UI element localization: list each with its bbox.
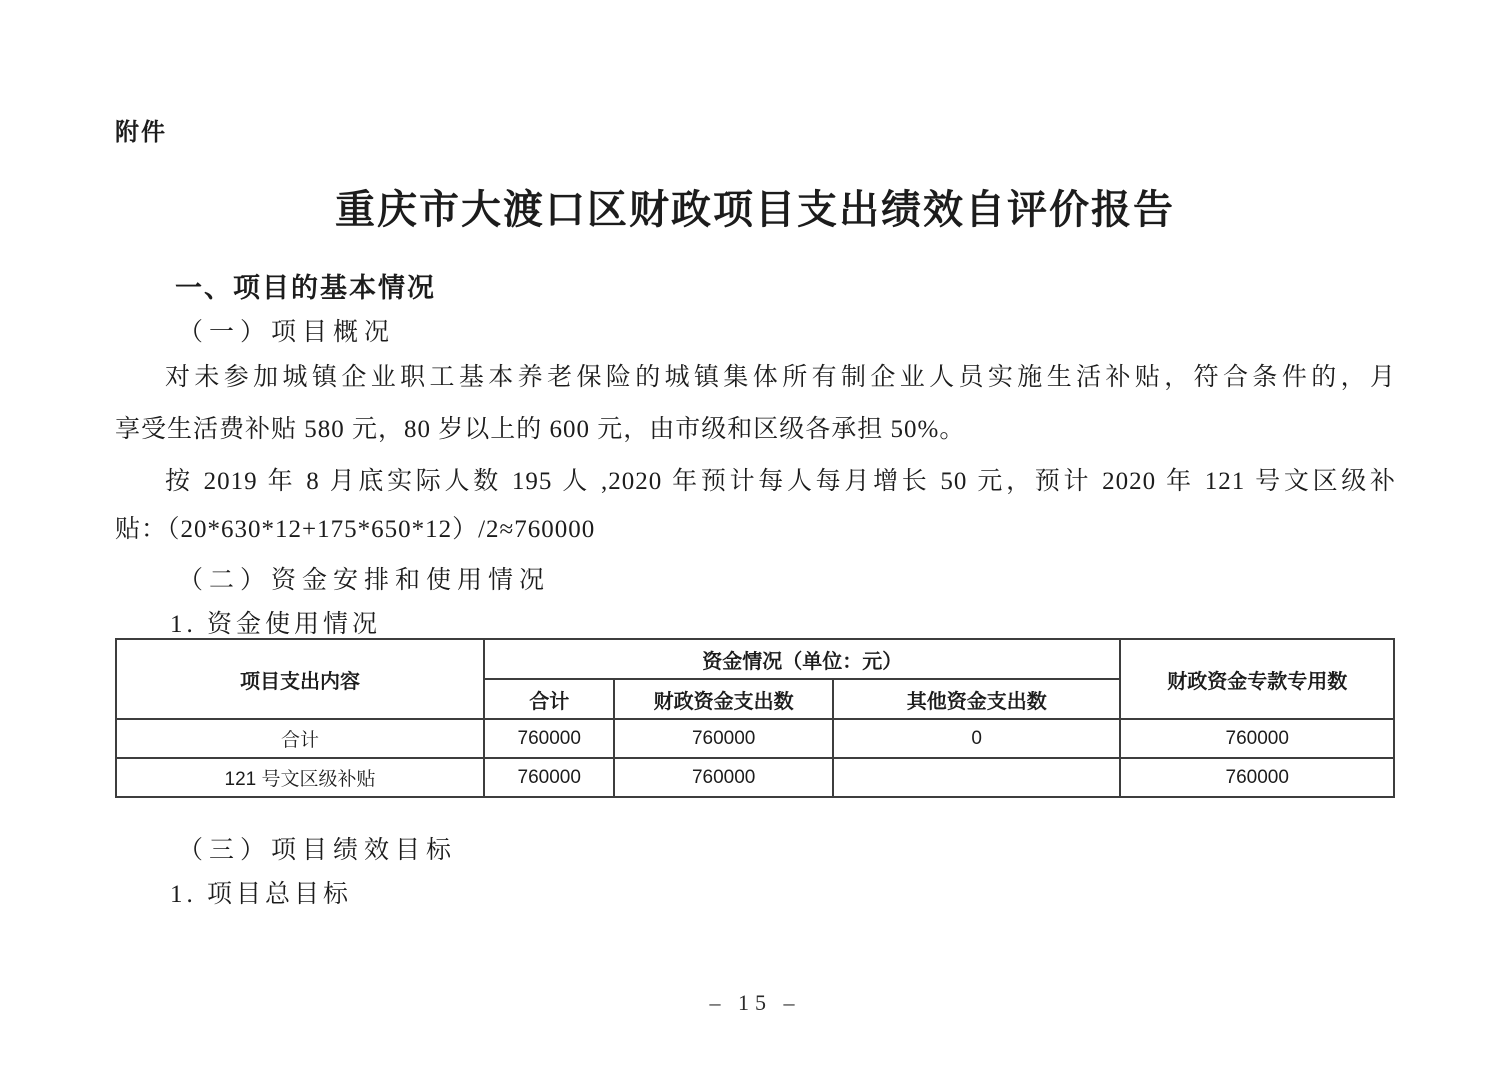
attachment-label: 附件 — [115, 119, 167, 146]
table-row — [116, 758, 1394, 797]
subsection-heading-project-overview: （一）项目概况 — [178, 319, 396, 346]
paragraph-2-line-2: 贴：（20*630*12+175*650*12）/2≈760000 — [115, 516, 596, 543]
document-title: 重庆市大渡口区财政项目支出绩效自评价报告 — [335, 187, 1175, 232]
numbered-heading-fund-usage: 1. 资金使用情况 — [170, 611, 382, 638]
cell-total: 760000 — [484, 719, 614, 758]
cell-other — [833, 758, 1121, 797]
table-header-row-1 — [116, 639, 1394, 679]
fund-usage-table — [115, 638, 1395, 798]
cell-special: 760000 — [1120, 719, 1394, 758]
header-special-use: 财政资金专款专用数 — [1120, 639, 1394, 719]
subsection-heading-performance-goals: （三）项目绩效目标 — [178, 837, 458, 864]
cell-content: 合计 — [116, 719, 484, 758]
header-funds-group: 资金情况（单位：元） — [484, 639, 1120, 679]
subsection-heading-fund-arrangement: （二）资金安排和使用情况 — [178, 567, 551, 594]
paragraph-1-line-2: 享受生活费补贴 580 元，80 岁以上的 600 元，由市级和区级各承担 50%。 — [115, 416, 966, 443]
cell-content: 121 号文区级补贴 — [116, 758, 484, 797]
paragraph-1-line-1: 对未参加城镇企业职工基本养老保险的城镇集体所有制企业人员实施生活补贴，符合条件的，月 — [165, 364, 1396, 391]
page-number: – 15 – — [709, 990, 801, 1015]
cell-other: 0 — [833, 719, 1121, 758]
cell-fiscal: 760000 — [614, 719, 833, 758]
header-fiscal-expense: 财政资金支出数 — [614, 679, 833, 719]
header-other-expense: 其他资金支出数 — [833, 679, 1121, 719]
numbered-heading-overall-goal: 1. 项目总目标 — [170, 881, 353, 908]
cell-special: 760000 — [1120, 758, 1394, 797]
section-heading-basic-info: 一、项目的基本情况 — [175, 273, 436, 303]
paragraph-2-line-1: 按 2019 年 8 月底实际人数 195 人 ,2020 年预计每人每月增长 50 元，预计 2020 年 121 号文区级补 — [165, 468, 1396, 495]
header-expense-content: 项目支出内容 — [116, 639, 484, 719]
header-total: 合计 — [484, 679, 614, 719]
cell-fiscal: 760000 — [614, 758, 833, 797]
table-row — [116, 719, 1394, 758]
cell-total: 760000 — [484, 758, 614, 797]
